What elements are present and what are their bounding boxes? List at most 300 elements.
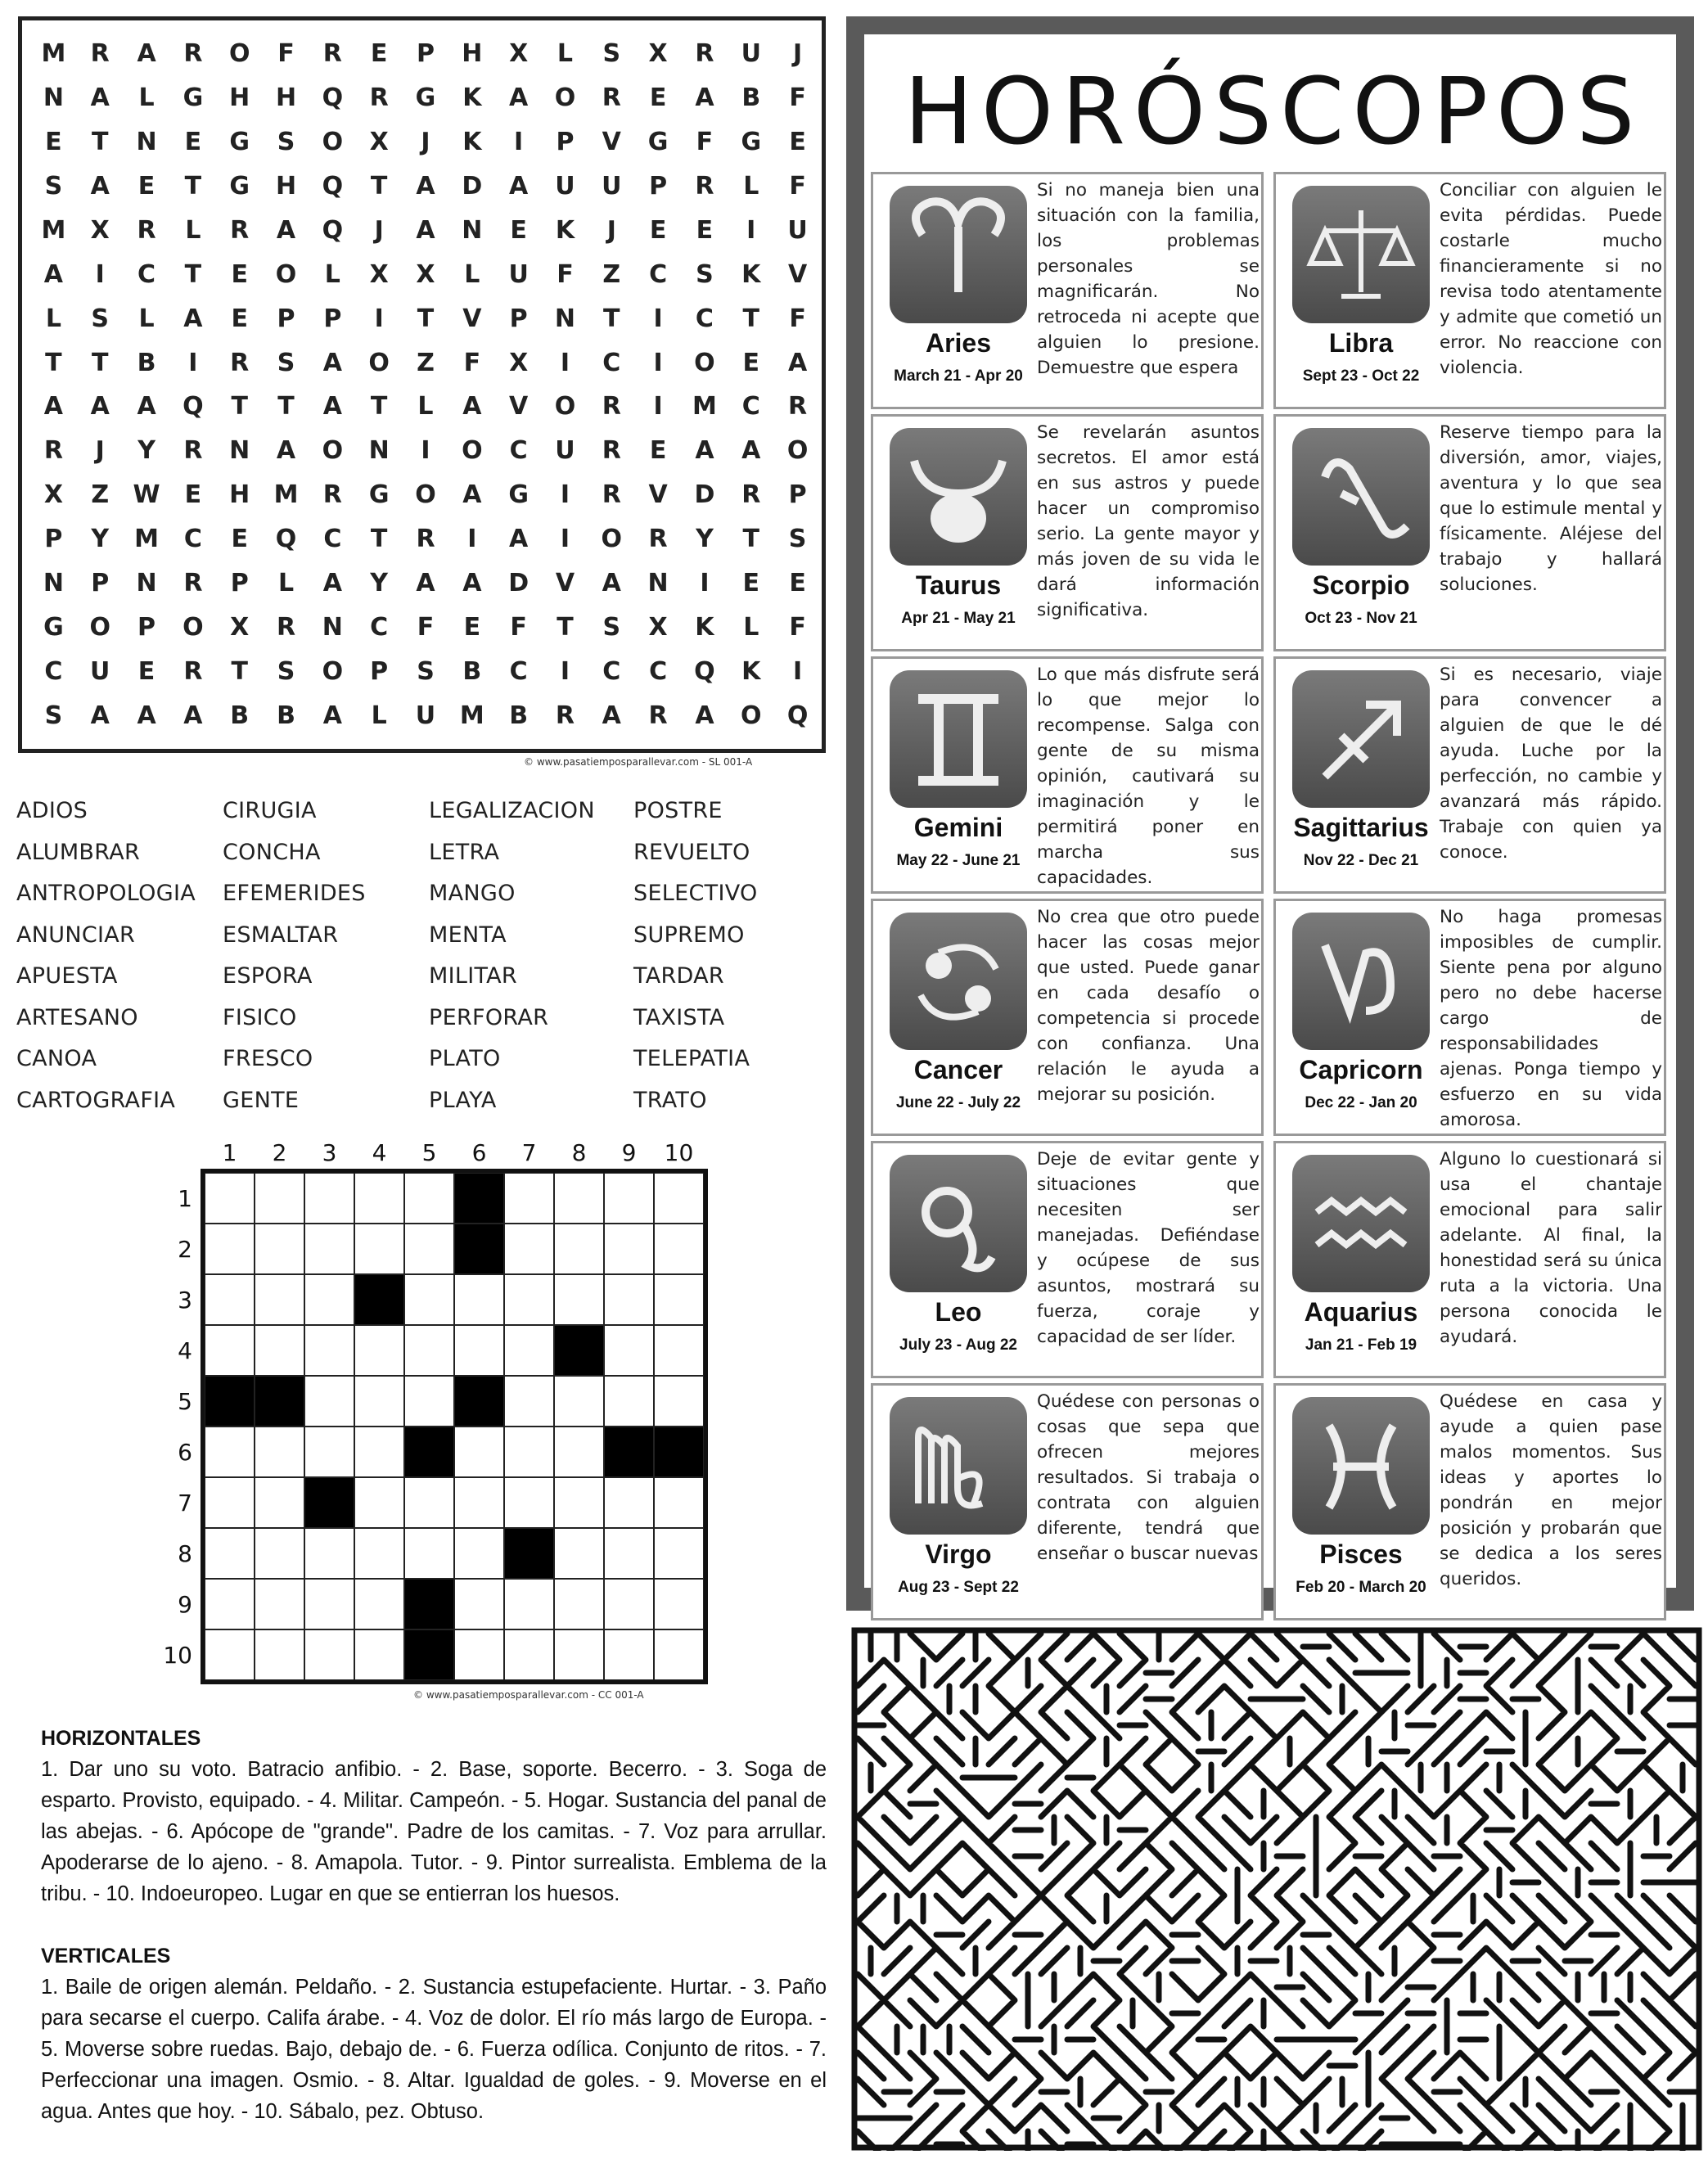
crossword-cell[interactable] <box>504 1224 554 1274</box>
crossword-cell[interactable] <box>304 1528 354 1579</box>
crossword-cell[interactable] <box>604 1579 654 1629</box>
crossword-black-cell <box>654 1427 704 1477</box>
word-search-letter: L <box>743 172 759 201</box>
word-search-letter: P <box>91 568 110 597</box>
word-search-letter: Z <box>417 348 435 377</box>
crossword-cell[interactable] <box>604 1477 654 1528</box>
sign-forecast: No haga promesas imposibles de cumplir. Siente pena por alguno pero no debe hacerse cargo de responsabilidades ajenas. Ponga tiempo y esfuerzo en su vida amorosa. <box>1440 907 1662 1130</box>
word-search-letter: A <box>602 568 621 597</box>
crossword-black-cell <box>454 1224 504 1274</box>
word-search-letter: B <box>230 701 250 730</box>
crossword-row-number: 3 <box>178 1287 192 1314</box>
crossword-cell[interactable] <box>404 1274 454 1325</box>
crossword-cell[interactable] <box>604 1274 654 1325</box>
word-search-letter: J <box>95 436 105 466</box>
word-search-letter: O <box>554 392 576 421</box>
word-search-letter: A <box>695 436 714 466</box>
crossword-cell[interactable] <box>354 1579 404 1629</box>
word-search-letter: Q <box>322 215 344 245</box>
crossword-cell[interactable] <box>404 1325 454 1376</box>
word-search-letter: R <box>695 172 714 201</box>
capricorn-icon <box>1292 913 1430 1050</box>
word-search-letter: R <box>137 215 156 245</box>
word-search-letter: N <box>554 304 576 333</box>
word-search-letter: U <box>415 701 436 730</box>
crossword-cell[interactable] <box>354 1427 404 1477</box>
word-search-letter: A <box>602 701 621 730</box>
crossword-cell[interactable] <box>554 1477 604 1528</box>
word-search-letter: P <box>230 568 249 597</box>
word-search-letter: C <box>183 525 202 554</box>
word-search-letter: K <box>741 656 761 686</box>
word-search-letter: E <box>231 259 248 289</box>
sign-forecast: Si no maneja bien una situación con la familia, los problemas personales se magnificarán. No retroceda ni acepte que alguien lo presione. Demuestre que espera <box>1037 180 1260 378</box>
crossword-cell[interactable] <box>654 1579 704 1629</box>
crossword-cell[interactable] <box>404 1224 454 1274</box>
sign-name: Capricorn <box>1299 1055 1423 1084</box>
crossword-cell[interactable] <box>604 1629 654 1680</box>
word-search-letter: V <box>787 259 808 289</box>
crossword-cell[interactable] <box>504 1477 554 1528</box>
crossword-cell[interactable] <box>354 1477 404 1528</box>
crossword-cell[interactable] <box>654 1274 704 1325</box>
crossword-row-number: 1 <box>178 1185 192 1212</box>
word-list-item: PLAYA <box>429 1087 497 1113</box>
word-search-letter: I <box>653 304 663 333</box>
crossword-column-number: 2 <box>272 1139 287 1166</box>
crossword-cell[interactable] <box>304 1427 354 1477</box>
word-search-letter: P <box>137 612 156 642</box>
word-search-letter: L <box>557 39 574 69</box>
word-search-letter: N <box>229 436 250 466</box>
word-search-letter: A <box>509 525 529 554</box>
word-search-letter: H <box>229 83 250 113</box>
word-search-letter: A <box>90 83 110 113</box>
word-search-letter: I <box>560 525 570 554</box>
crossword-column-number: 3 <box>322 1139 337 1166</box>
word-list-item: FRESCO <box>223 1046 313 1071</box>
word-search-letter: E <box>696 215 714 245</box>
word-search-letter: R <box>230 348 250 377</box>
crossword-cell[interactable] <box>654 1173 704 1224</box>
word-search-letter: M <box>41 215 66 245</box>
word-list-item: TARDAR <box>633 963 724 989</box>
horoscope-card-libra <box>1273 172 1666 409</box>
word-search-letter: N <box>368 436 390 466</box>
word-search-letter: A <box>90 701 110 730</box>
crossword-cell[interactable] <box>304 1173 354 1224</box>
word-search-letter: L <box>185 215 201 245</box>
word-search-letter: E <box>742 348 759 377</box>
word-list-item: LETRA <box>429 839 500 865</box>
crossword-cell[interactable] <box>205 1224 255 1274</box>
sign-dates: Jan 21 - Feb 19 <box>1305 1336 1417 1354</box>
word-search-letter: I <box>514 128 524 157</box>
word-search-letter: F <box>277 39 295 69</box>
word-search-letter: S <box>788 525 807 554</box>
word-search-letter: T <box>45 348 62 377</box>
sign-name: Cancer <box>913 1055 1003 1084</box>
word-search-letter: E <box>370 39 388 69</box>
crossword-cell[interactable] <box>304 1376 354 1427</box>
word-list-item: ARTESANO <box>16 1004 138 1030</box>
crossword-cell[interactable] <box>255 1528 304 1579</box>
crossword-black-cell <box>404 1427 454 1477</box>
vertical-clues-title: VERTICALES <box>41 1945 171 1967</box>
word-search-letter: B <box>509 701 529 730</box>
word-search-letter: R <box>555 701 575 730</box>
crossword-cell[interactable] <box>404 1173 454 1224</box>
word-search-letter: Q <box>183 392 204 421</box>
crossword-cell[interactable] <box>404 1528 454 1579</box>
word-search-letter: O <box>183 612 204 642</box>
word-search-letter: T <box>370 392 388 421</box>
word-search-letter: T <box>742 304 759 333</box>
word-search-letter: E <box>649 215 667 245</box>
word-search-letter: R <box>416 525 435 554</box>
word-search-letter: M <box>692 392 717 421</box>
word-search-letter: F <box>557 259 574 289</box>
crossword-row-number: 2 <box>178 1236 192 1263</box>
word-search-letter: A <box>462 568 482 597</box>
word-search-letter: T <box>91 128 109 157</box>
crossword-cell[interactable] <box>304 1325 354 1376</box>
crossword-cell[interactable] <box>205 1579 255 1629</box>
crossword-cell[interactable] <box>504 1274 554 1325</box>
word-search-letter: H <box>275 172 297 201</box>
word-search-letter: A <box>322 392 342 421</box>
word-search-letter: C <box>695 304 714 333</box>
word-search-letter: X <box>43 480 63 510</box>
word-search-letter: U <box>508 259 529 289</box>
crossword-cell[interactable] <box>504 1376 554 1427</box>
crossword-cell[interactable] <box>354 1224 404 1274</box>
word-search-letter: L <box>45 304 61 333</box>
word-search-letter: E <box>184 128 202 157</box>
crossword-cell[interactable] <box>354 1629 404 1680</box>
aries-icon <box>890 186 1027 323</box>
crossword-cell[interactable] <box>554 1173 604 1224</box>
crossword-cell[interactable] <box>255 1579 304 1629</box>
word-search-letter: L <box>371 701 387 730</box>
word-search-letter: O <box>368 348 390 377</box>
word-list-item: SUPREMO <box>633 922 745 948</box>
crossword-cell[interactable] <box>504 1325 554 1376</box>
word-search-letter: E <box>463 612 481 642</box>
word-search-letter: N <box>322 612 343 642</box>
word-search-credit: © www.pasatiemposparallevar.com - SL 001-A <box>524 756 753 768</box>
word-search-letter: N <box>647 568 669 597</box>
word-search-letter: O <box>322 436 344 466</box>
scorpio-icon <box>1292 428 1430 566</box>
horoscope-card-capricorn <box>1273 899 1666 1136</box>
word-search-letter: R <box>602 480 621 510</box>
word-list-item: MANGO <box>429 881 516 906</box>
word-search-letter: R <box>90 39 110 69</box>
crossword-column-number: 6 <box>471 1139 487 1166</box>
crossword-cell[interactable] <box>304 1224 354 1274</box>
crossword-cell[interactable] <box>205 1325 255 1376</box>
word-search-letter: N <box>43 83 64 113</box>
crossword-cell[interactable] <box>554 1224 604 1274</box>
word-search-letter: A <box>416 172 435 201</box>
crossword-cell[interactable] <box>205 1274 255 1325</box>
maze-walls <box>854 1630 1699 2151</box>
taurus-icon <box>890 428 1027 566</box>
sign-forecast: Se revelarán asuntos secretos. El amor está en sus astros y puede hacer un compromiso serio. La gente mayor y más joven de su vida le dará información significativa. <box>1037 422 1260 620</box>
crossword-cell[interactable] <box>304 1629 354 1680</box>
word-search-letter: O <box>462 436 483 466</box>
word-search-letter: T <box>231 656 248 686</box>
word-search-letter: C <box>137 259 156 289</box>
word-search-letter: D <box>508 568 530 597</box>
word-search-letter: A <box>276 215 296 245</box>
crossword-row-number: 8 <box>178 1540 192 1567</box>
crossword-cell[interactable] <box>255 1629 304 1680</box>
crossword-cell[interactable] <box>255 1427 304 1477</box>
word-list-item: ALUMBRAR <box>16 839 141 865</box>
word-search-letter: Q <box>786 701 809 730</box>
crossword-cell[interactable] <box>454 1427 504 1477</box>
crossword-cell[interactable] <box>504 1173 554 1224</box>
crossword-black-cell <box>504 1528 554 1579</box>
word-search-letter: V <box>602 128 621 157</box>
crossword-cell[interactable] <box>404 1376 454 1427</box>
word-search-letter: L <box>324 259 340 289</box>
word-search-letter: U <box>741 39 761 69</box>
crossword-cell[interactable] <box>354 1376 404 1427</box>
word-search-letter: K <box>695 612 714 642</box>
crossword-cell[interactable] <box>604 1376 654 1427</box>
crossword-cell[interactable] <box>205 1528 255 1579</box>
crossword-cell[interactable] <box>604 1173 654 1224</box>
crossword-clues <box>41 1723 827 2127</box>
word-search-letter: P <box>277 304 295 333</box>
word-list-item: CARTOGRAFIA <box>16 1087 176 1113</box>
word-search-letter: M <box>134 525 159 554</box>
crossword-cell[interactable] <box>205 1427 255 1477</box>
word-search-letter: F <box>789 304 806 333</box>
crossword-cell[interactable] <box>654 1325 704 1376</box>
word-search-letter: D <box>694 480 715 510</box>
crossword-cell[interactable] <box>255 1477 304 1528</box>
crossword-grid <box>201 1169 708 1684</box>
word-search-letter: E <box>184 480 202 510</box>
word-search-letter: Q <box>694 656 715 686</box>
crossword-cell[interactable] <box>304 1274 354 1325</box>
horoscope-card-scorpio <box>1273 414 1666 651</box>
horoscope-inner <box>864 34 1676 1596</box>
crossword-row-number: 5 <box>178 1388 192 1415</box>
word-search-letter: H <box>462 39 483 69</box>
word-search-letter: X <box>509 348 529 377</box>
crossword-cell[interactable] <box>654 1477 704 1528</box>
word-search-letter: T <box>557 612 574 642</box>
word-search-letter: R <box>788 392 808 421</box>
word-list-item: ANUNCIAR <box>16 922 136 948</box>
sign-forecast: Lo que más disfrute será lo que mejor lo recompense. Salga con gente de su misma opinión, cautivará su imaginación y le permitirá poner en marcha sus capacidades. <box>1037 665 1260 888</box>
word-search-letter: E <box>742 568 759 597</box>
word-search-letter: U <box>90 656 110 686</box>
word-search-letter: E <box>231 304 248 333</box>
crossword-cell[interactable] <box>255 1274 304 1325</box>
word-search-letter: L <box>138 304 155 333</box>
crossword-cell[interactable] <box>554 1427 604 1477</box>
word-search-letter: G <box>415 83 436 113</box>
word-search-letter: E <box>649 436 667 466</box>
crossword-black-cell <box>255 1376 304 1427</box>
crossword-cell[interactable] <box>454 1629 504 1680</box>
word-search-letter: I <box>560 348 570 377</box>
crossword-cell[interactable] <box>454 1579 504 1629</box>
crossword-cell[interactable] <box>354 1173 404 1224</box>
sign-dates: Apr 21 - May 21 <box>901 610 1016 627</box>
word-search-letter: I <box>95 259 105 289</box>
crossword-cell[interactable] <box>504 1579 554 1629</box>
crossword-cell[interactable] <box>454 1274 504 1325</box>
word-list-item: ANTROPOLOGIA <box>16 881 196 906</box>
word-search-letter: O <box>554 83 576 113</box>
gemini-icon <box>890 670 1027 808</box>
sign-dates: Aug 23 - Sept 22 <box>898 1579 1019 1596</box>
word-search-letter: P <box>509 304 528 333</box>
crossword-cell[interactable] <box>504 1427 554 1477</box>
crossword-cell[interactable] <box>354 1528 404 1579</box>
word-search-letter: O <box>322 656 344 686</box>
word-search-letter: A <box>416 215 435 245</box>
word-search-letter: J <box>421 128 430 157</box>
crossword-cell[interactable] <box>654 1528 704 1579</box>
word-list-item: MENTA <box>429 922 507 948</box>
word-list-item: TAXISTA <box>633 1004 725 1030</box>
word-search-letter: P <box>788 480 807 510</box>
word-search-letter: R <box>369 83 389 113</box>
sagittarius-icon <box>1292 670 1430 808</box>
crossword-cell[interactable] <box>304 1579 354 1629</box>
word-search-letter: J <box>792 39 803 69</box>
crossword-cell[interactable] <box>454 1477 504 1528</box>
word-search-letter: X <box>90 215 110 245</box>
crossword-column-number: 5 <box>421 1139 437 1166</box>
word-search-letter: A <box>741 436 761 466</box>
word-search-letter: O <box>601 525 623 554</box>
crossword-cell[interactable] <box>554 1528 604 1579</box>
horoscope-card-cancer <box>871 899 1264 1136</box>
word-search-letter: N <box>136 128 157 157</box>
word-search-letter: E <box>789 568 806 597</box>
word-search-letter: Z <box>91 480 110 510</box>
word-search-letter: Z <box>602 259 621 289</box>
word-search-letter: S <box>277 656 295 686</box>
word-search-letter: N <box>136 568 157 597</box>
crossword-cell[interactable] <box>554 1629 604 1680</box>
crossword-cell[interactable] <box>354 1325 404 1376</box>
word-search-letter: R <box>183 39 203 69</box>
horoscope-card-virgo <box>871 1383 1264 1620</box>
crossword-cell[interactable] <box>554 1274 604 1325</box>
word-search-letter: E <box>231 525 248 554</box>
crossword-cell[interactable] <box>654 1376 704 1427</box>
word-search-letter: C <box>44 656 63 686</box>
word-search-letter: T <box>277 392 295 421</box>
word-search-letter: P <box>44 525 63 554</box>
horizontal-clues-title: HORIZONTALES <box>41 1727 201 1750</box>
word-search-letter: T <box>417 304 435 333</box>
word-search-letter: R <box>183 656 203 686</box>
crossword-cell[interactable] <box>205 1477 255 1528</box>
crossword-cell[interactable] <box>604 1224 654 1274</box>
word-search-letter: Q <box>322 172 344 201</box>
word-search-letter: R <box>648 525 668 554</box>
sign-name: Aries <box>925 328 992 358</box>
crossword-cell[interactable] <box>255 1224 304 1274</box>
crossword-cell[interactable] <box>654 1629 704 1680</box>
crossword-row-number: 7 <box>178 1490 192 1517</box>
crossword-column-number: 1 <box>222 1139 237 1166</box>
aquarius-icon <box>1292 1155 1430 1292</box>
horoscope-panel <box>846 16 1694 1611</box>
crossword-cell[interactable] <box>205 1629 255 1680</box>
word-list-item: CANOA <box>16 1046 97 1071</box>
word-search-letter: I <box>467 525 477 554</box>
sign-dates: Sept 23 - Oct 22 <box>1302 367 1420 385</box>
crossword-cell[interactable] <box>205 1173 255 1224</box>
virgo-icon <box>890 1397 1027 1535</box>
word-list <box>16 798 827 1125</box>
sign-forecast: Alguno lo cuestionará si usa el chantaje emocional para salir adelante. Al final, la honestidad será su única ruta a la victoria. Una persona conocida le ayudará. <box>1440 1149 1662 1347</box>
word-search-letter: P <box>649 172 668 201</box>
word-search-letter: S <box>417 656 435 686</box>
word-search-letter: R <box>648 701 668 730</box>
word-search-letter: E <box>510 215 527 245</box>
sign-forecast: Deje de evitar gente y situaciones que necesiten ser manejadas. Defiéndase y ocúpese de sus asuntos, mostrará su fuerza, coraje y capacidad de ser líder. <box>1037 1149 1260 1347</box>
horoscope-card-gemini <box>871 656 1264 894</box>
crossword-cell[interactable] <box>554 1376 604 1427</box>
crossword-cell[interactable] <box>554 1579 604 1629</box>
word-search-letter: I <box>653 392 663 421</box>
crossword-cell[interactable] <box>454 1325 504 1376</box>
crossword-cell[interactable] <box>504 1629 554 1680</box>
crossword-cell[interactable] <box>454 1528 504 1579</box>
word-search-letter: R <box>276 612 296 642</box>
crossword-cell[interactable] <box>604 1528 654 1579</box>
word-search-letter: B <box>277 701 295 730</box>
crossword-cell[interactable] <box>255 1325 304 1376</box>
word-search-letter: G <box>647 128 669 157</box>
word-search-letter: X <box>369 259 389 289</box>
sign-dates: June 22 - July 22 <box>895 1094 1021 1111</box>
word-search-letter: J <box>374 215 384 245</box>
word-search-letter: P <box>323 304 342 333</box>
word-search-letter: R <box>602 392 621 421</box>
word-search-letter: M <box>41 39 66 69</box>
word-search-letter: I <box>700 568 710 597</box>
word-search-letter: N <box>43 568 64 597</box>
horizontal-clues-text: 1. Dar uno su voto. Batracio anfibio. - 2. Base, soporte. Becerro. - 3. Soga de esparto. Provisto, equipado. - 4. Militar. Campeón. - 5. Hogar. Sustancia del panal de las abejas. - 6. Apócope de "grande". Padre de los camitas. - 7. Voz para arrullar. Apoderarse de lo ajeno. - 8. Amapola. Tutor. - 9. Pintor surrealista. Emblema de la tribu. - 10. Indoeuropeo. Lugar en que se entierran los huesos. <box>41 1758 827 1905</box>
libra-icon <box>1292 186 1430 323</box>
crossword-cell[interactable] <box>654 1224 704 1274</box>
word-search-letter: A <box>90 392 110 421</box>
word-search-letter: V <box>462 304 482 333</box>
crossword-cell[interactable] <box>404 1477 454 1528</box>
word-search-letter: T <box>370 525 388 554</box>
crossword-cell[interactable] <box>604 1325 654 1376</box>
crossword-cell[interactable] <box>255 1173 304 1224</box>
word-search-letter: E <box>137 656 155 686</box>
word-search-letter: S <box>696 259 714 289</box>
horoscope-card-leo <box>871 1141 1264 1378</box>
word-search-puzzle <box>18 16 826 753</box>
